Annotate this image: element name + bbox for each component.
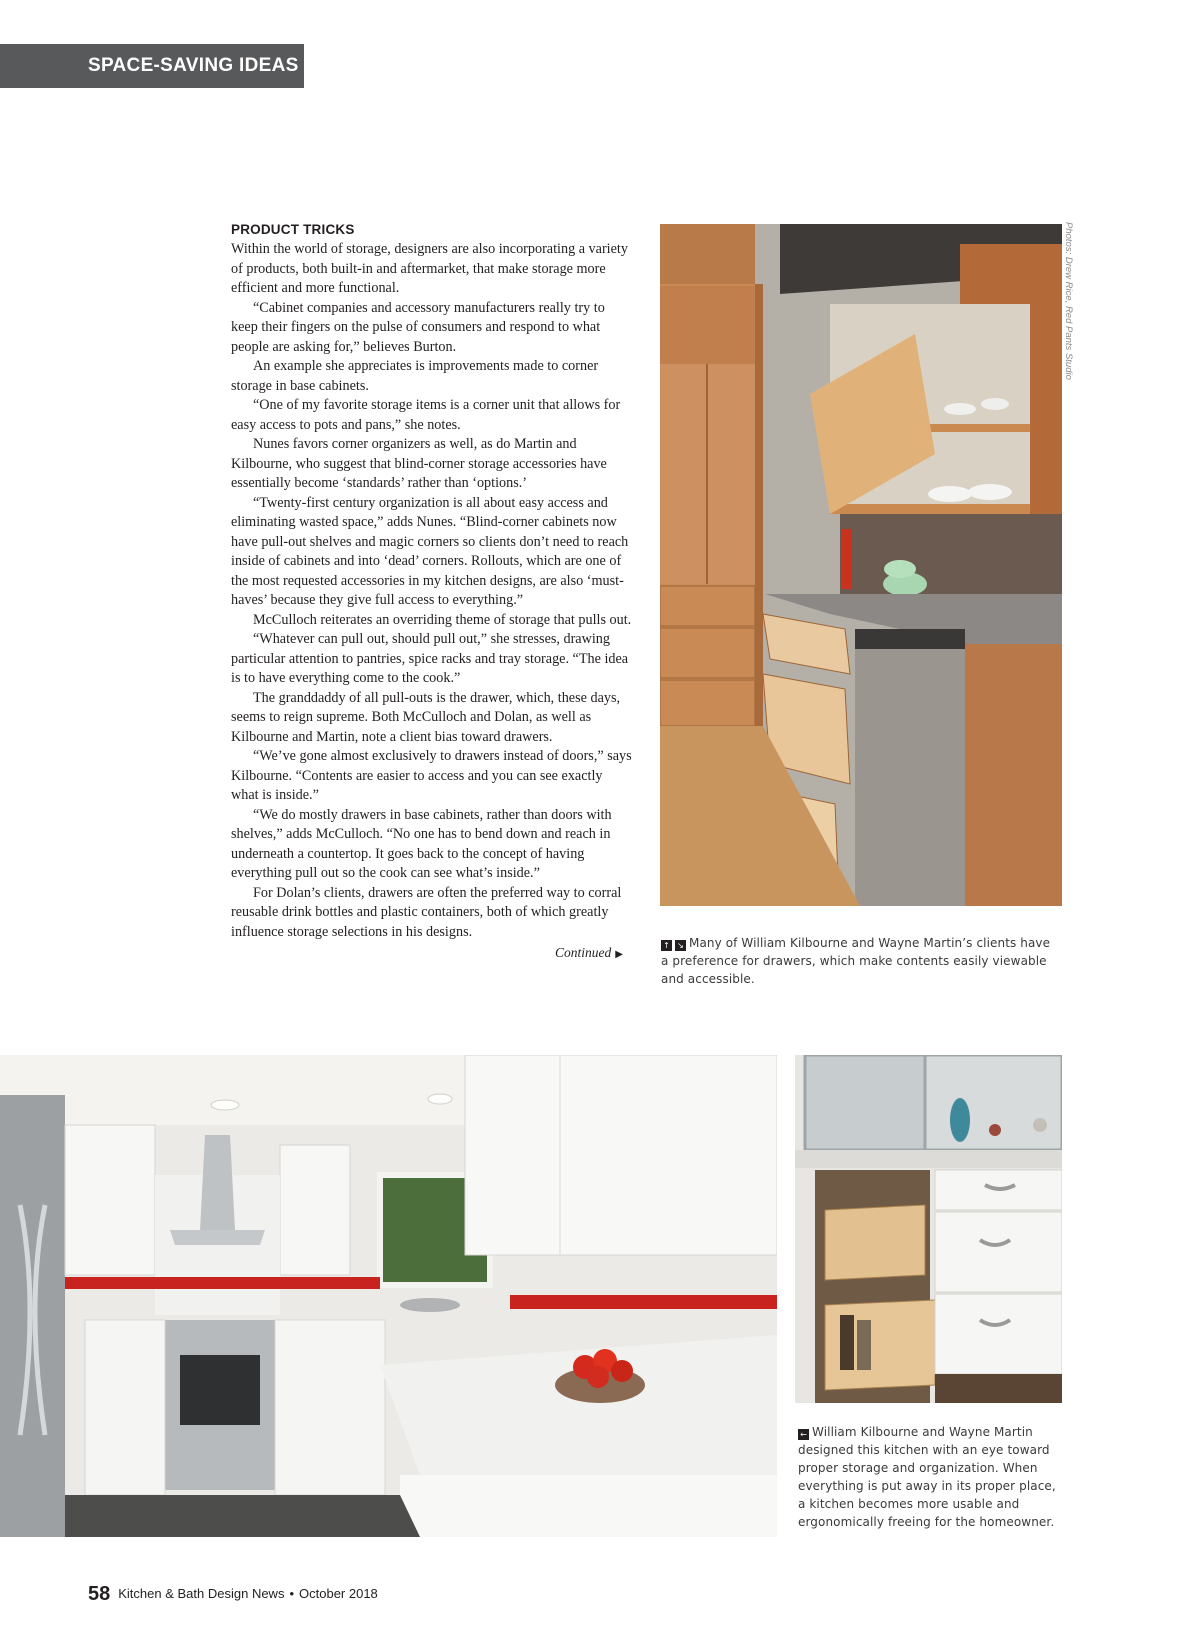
publication-name: Kitchen & Bath Design News [118,1586,285,1601]
section-tab: SPACE-SAVING IDEAS [0,44,304,88]
paragraph: “We do mostly drawers in base cabinets, rather than doors with shelves,” adds McCulloch. “No one has to bend down and reach in underneath a countertop. It goes back to the concept of having everything pull out so the cook can see what’s inside.” [231,806,612,881]
paragraph: For Dolan’s clients, drawers are often the preferred way to corral reusable drink bottles and plastic containers, both of which greatly influence storage selections in his designs. [231,884,622,940]
photo-credit: Photos: Drew Rice, Red Pants Studio [1063,222,1074,380]
bullet-separator: • [289,1586,295,1601]
page-number: 58 [88,1583,111,1605]
photo-pullout-drawers [795,1055,1062,1403]
arrow-left-icon: ← [798,1429,809,1440]
paragraph: “One of my favorite storage items is a corner unit that allows for easy access to pots and pans,” she notes. [231,397,621,433]
paragraph: “Twenty-first century organization is all about easy access and eliminating wasted space,” adds Nunes. “Blind-corner cabinets now have pull-out shelves and magic corners so clients don’t need to reach inside of cabinets and into ‘dead’ corners. Rollouts, which are one of the most requested accessories in my kitchen designs, are also ‘must-haves’ because they give full access to everything.” [231,494,629,608]
issue-date: October 2018 [299,1586,378,1601]
photo-bamboo-kitchen [660,224,1062,906]
paragraph: “Whatever can pull out, should pull out,” she stresses, drawing particular attention to pantries, spice racks and tray storage. “The idea is to have everything come to the cook.” [231,631,629,686]
triangle-right-icon: ▶ [615,949,623,960]
article-heading: PRODUCT TRICKS [231,222,355,237]
paragraph: “Cabinet companies and accessory manufacturers really try to keep their fingers on the pulse of consumers and respond to what people are asking for,” believes Burton. [231,299,605,355]
paragraph: McCulloch reiterates an overriding theme of storage that pulls out. [253,611,632,628]
paragraph: The granddaddy of all pull-outs is the drawer, which, these days, seems to reign supreme. Both McCulloch and Dolan, as well as Kilbourne and Martin, note a client bias toward drawers. [231,689,621,745]
caption-top-right: ↑ ↘ Many of William Kilbourne and Wayne Martin’s clients have a preference for drawers, which make contents easily viewable and accessible. [661,936,1051,986]
arrow-up-icon: ↑ [661,940,672,951]
paragraph: Nunes favors corner organizers as well, as do Martin and Kilbourne, who suggest that blind-corner storage accessories have essentially become ‘standards’ rather than ‘options.’ [231,436,607,491]
continued-link[interactable]: Continued ▶ [555,945,623,960]
photo-white-kitchen [0,1055,777,1537]
caption-bottom-right: ← William Kilbourne and Wayne Martin designed this kitchen with an eye toward proper storage and organization. When everything is put away in its proper place, a kitchen becomes more usable and ergonomically freeing for the homeowner. [798,1425,1056,1529]
paragraph: Within the world of storage, designers are also incorporating a variety of products, both built-in and aftermarket, that make storage more efficient and more functional. [231,241,628,296]
page-footer [88,1583,378,1606]
paragraph: “We’ve gone almost exclusively to drawers instead of doors,” says Kilbourne. “Contents are easier to access and you can see exactly what is inside.” [231,748,632,803]
paragraph: An example she appreciates is improvements made to corner storage in base cabinets. [231,358,599,394]
arrow-down-right-icon: ↘ [675,940,686,951]
article-body [231,221,633,965]
